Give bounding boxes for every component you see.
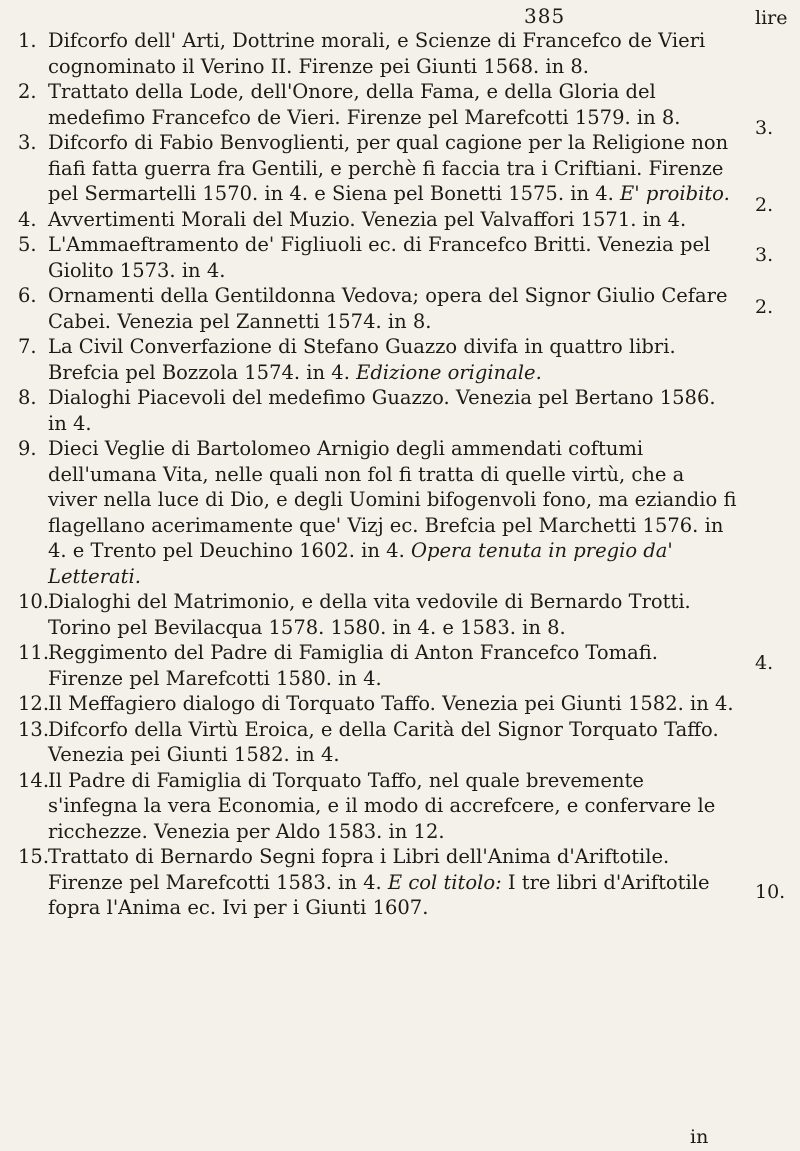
entry-text: Il Meffagiero dialogo di Torquato Taffo. Venezia pei Giunti 1582. in 4.	[48, 692, 734, 715]
entry-number: 14.	[18, 768, 50, 792]
entry-number: 7.	[18, 335, 37, 358]
catalog-entry	[18, 640, 738, 691]
entry-note: E col titolo:	[387, 870, 502, 894]
catalog-entry	[18, 717, 738, 768]
catalog-entry	[18, 283, 738, 334]
entry-number: 2.	[18, 80, 37, 103]
catalog-entry	[18, 768, 738, 845]
entry-number: 1.	[18, 29, 37, 52]
catalog-entry	[18, 436, 738, 589]
entry-text: Difcorfo dell' Arti, Dottrine morali, e Scienze di Francefco de Vieri cognominato il Verino II. Firenze pei Giunti 1568. in 8.	[48, 29, 706, 78]
entry-text: Difcorfo della Virtù Eroica, e della Carità del Signor Torquato Taffo. Venezia pei Giunti 1582. in 4.	[48, 717, 719, 766]
catalog-entry	[18, 207, 738, 233]
catalog-entry	[18, 130, 738, 207]
price-value: 4.	[755, 652, 774, 674]
catalog-entries	[18, 28, 738, 921]
entry-text: Trattato della Lode, dell'Onore, della Fama, e della Gloria del medefimo Francefco de Vieri. Firenze pel Marefcotti 1579. in 8.	[48, 80, 681, 129]
price-value: 3.	[755, 244, 774, 266]
entry-note: Opera tenuta in pregio da' Letterati.	[48, 539, 673, 588]
entry-number: 13.	[18, 717, 50, 741]
entry-text-continued: I tre libri d'Ariftotile fopra l'Anima ec. Ivi per i Giunti 1607.	[48, 870, 710, 919]
catalog-entry	[18, 334, 738, 385]
price-value: 10.	[755, 881, 786, 903]
price-value: 2.	[755, 296, 774, 318]
price-value: 2.	[755, 194, 774, 216]
entry-text: Trattato di Bernardo Segni fopra i Libri dell'Anima d'Ariftotile. Firenze pel Marefcotti 1583. in 4.	[48, 845, 670, 894]
entry-text: Il Padre di Famiglia di Torquato Taffo, nel quale brevemente s'infegna la vera Economia, e il modo di accrefcere, e confervare le ricchezze. Venezia per Aldo 1583. in 12.	[48, 768, 716, 843]
catalog-entry	[18, 232, 738, 283]
entry-text: La Civil Converfazione di Stefano Guazzo divifa in quattro libri. Brefcia pel Bozzola 1574. in 4.	[48, 335, 676, 384]
catchword: in	[690, 1126, 709, 1148]
price-header: lire	[755, 7, 788, 29]
catalog-entry	[18, 28, 738, 79]
entry-number: 9.	[18, 437, 37, 460]
catalog-entry	[18, 385, 738, 436]
catalog-entry	[18, 589, 738, 640]
entry-number: 6.	[18, 284, 37, 307]
catalog-entry	[18, 844, 738, 921]
entry-number: 12.	[18, 692, 50, 715]
catalog-entry	[18, 691, 738, 717]
entry-text: Avvertimenti Morali del Muzio. Venezia pel Valvaffori 1571. in 4.	[48, 207, 687, 231]
entry-number: 3.	[18, 131, 37, 154]
entry-text: Reggimento del Padre di Famiglia di Anton Francefco Tomafi. Firenze pel Marefcotti 1580. in 4.	[48, 641, 658, 690]
entry-text: Dialoghi Piacevoli del medefimo Guazzo. Venezia pel Bertano 1586. in 4.	[48, 386, 716, 435]
entry-number: 5.	[18, 233, 37, 256]
entry-text: Difcorfo di Fabio Benvoglienti, per qual cagione per la Religione non fiafi fatta guerra fra Gentili, e perchè fi faccia tra i Criftiani. Firenze pel Sermartelli 1570. in 4. e Siena pel Bonetti 1575. in 4.	[48, 131, 729, 205]
entry-text: Dieci Veglie di Bartolomeo Arnigio degli ammendati coftumi dell'umana Vita, nelle quali non fol fi tratta di quelle virtù, che a viver nella luce di Dio, e degli Uomini bifogenvoli fono, ma eziandio fi flagellano acerimamente que' Vizj ec. Brefcia pel Marchetti 1576. in 4. e Trento pel Deuchino 1602. in 4.	[48, 437, 737, 562]
page-number: 385	[524, 4, 566, 28]
entry-text: L'Ammaeftramento de' Figliuoli ec. di Francefco Britti. Venezia pel Giolito 1573. in 4.	[48, 233, 711, 282]
entry-text: Ornamenti della Gentildonna Vedova; opera del Signor Giulio Cefare Cabei. Venezia pel Zannetti 1574. in 8.	[48, 284, 728, 333]
catalog-entry	[18, 79, 738, 130]
entry-number: 8.	[18, 386, 37, 409]
price-value: 3.	[755, 117, 774, 139]
entry-number: 4.	[18, 207, 37, 231]
entry-number: 10.	[18, 590, 50, 613]
entry-number: 15.	[18, 845, 50, 868]
entry-note: E' proibito.	[620, 182, 730, 205]
entry-text: Dialoghi del Matrimonio, e della vita vedovile di Bernardo Trotti. Torino pel Bevilacqua 1578. 1580. in 4. e 1583. in 8.	[48, 590, 691, 639]
entry-number: 11.	[18, 641, 50, 664]
entry-note: Edizione originale.	[356, 360, 542, 384]
